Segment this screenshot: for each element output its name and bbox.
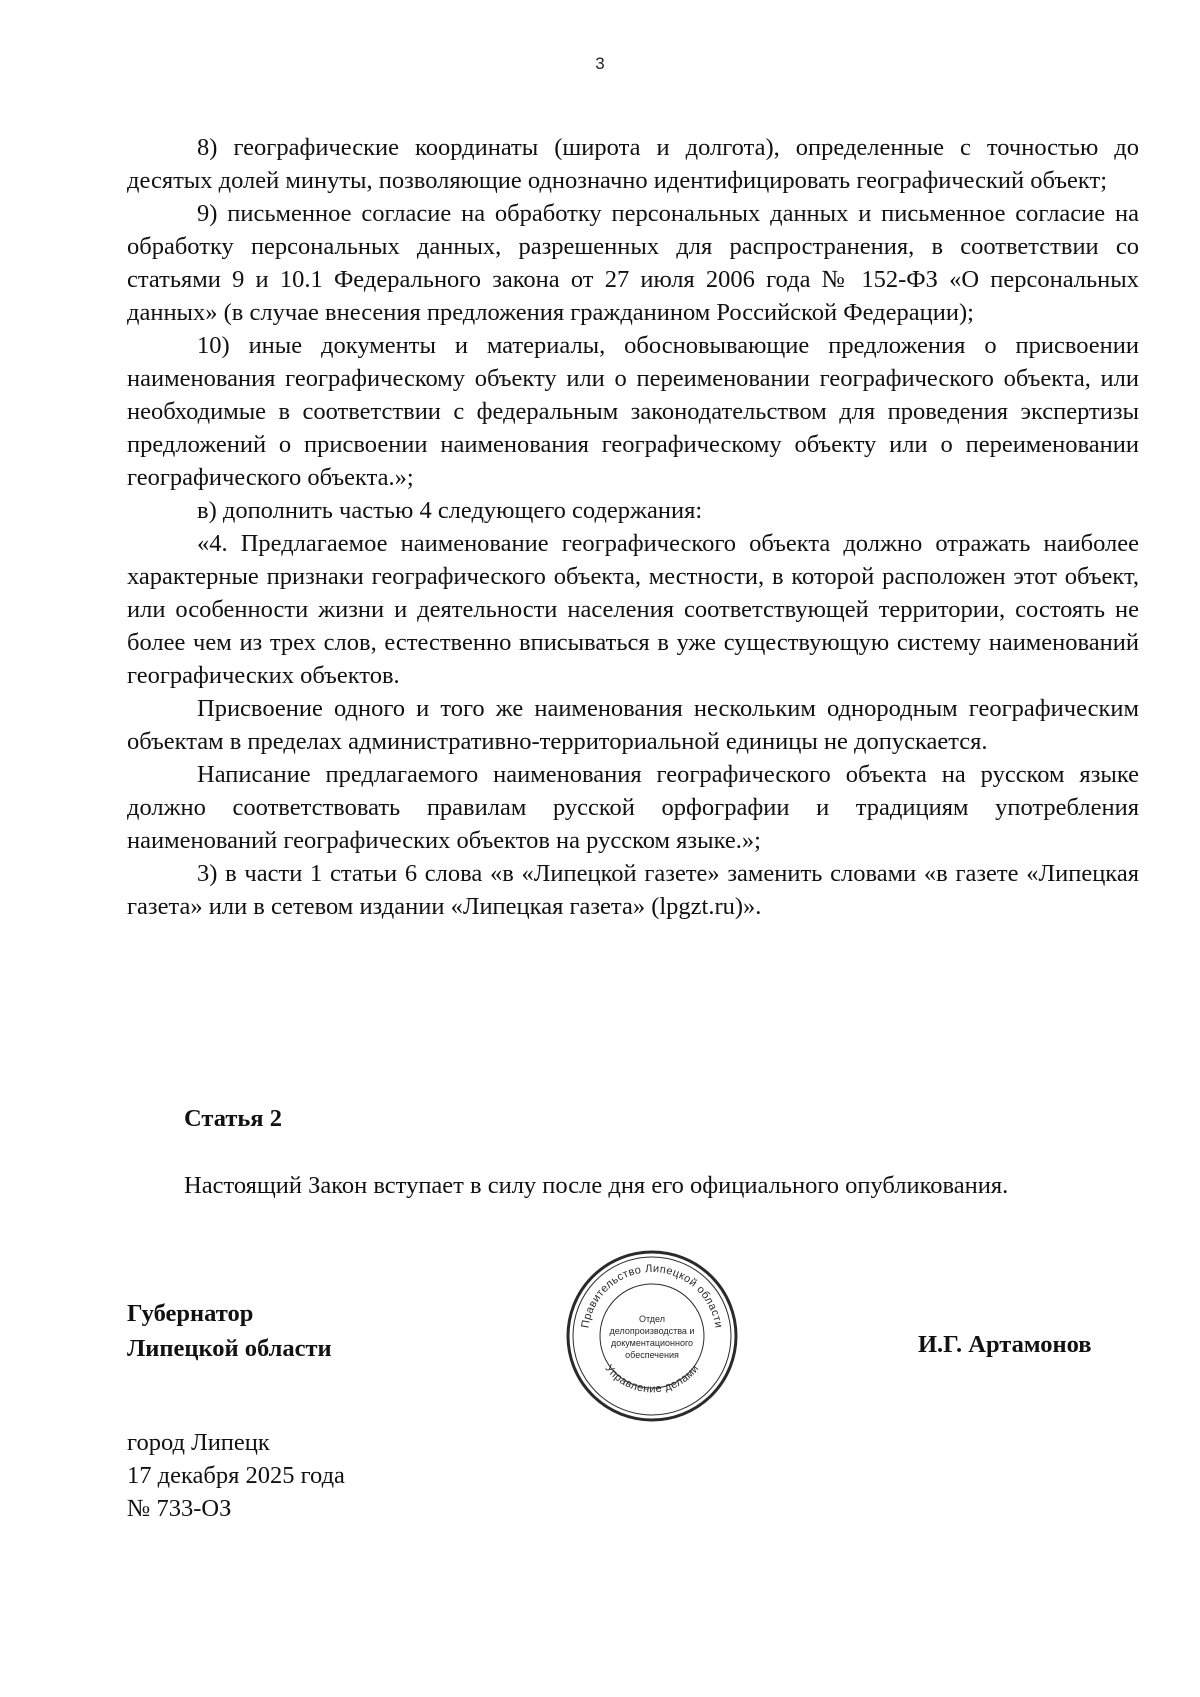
paragraph-item-8: 8) географические координаты (широта и долгота), определенные с точностью до десятых долей минуты, позволяющие однозначно идентифицировать географический объект;: [127, 134, 1139, 194]
signatory-name: И.Г. Артамонов: [918, 1331, 1092, 1358]
stamp-seal-icon: [564, 1248, 740, 1424]
stamp-center-line-4: обеспечения: [625, 1350, 679, 1360]
document-body: [127, 131, 1139, 923]
stamp-center-line-1: Отдел: [638, 1314, 666, 1324]
stamp-outer-text: Правительство Липецкой области: [579, 1262, 725, 1330]
article-text: Настоящий Закон вступает в силу после дня его официального опубликования.: [184, 1172, 1009, 1199]
paragraph-item-3: 3) в части 1 статьи 6 слова «в «Липецкой газете» заменить словами «в газете «Липецкая газета» или в сетевом издании «Липецкая газета» (lpgzt.ru)».: [127, 860, 1139, 920]
article-heading: Статья 2: [184, 1105, 282, 1132]
signature-title: [127, 1296, 332, 1366]
paragraph-item-9: 9) письменное согласие на обработку персональных данных и письменное согласие на обработку персональных данных, разрешенных для распространения, в соответствии со статьями 9 и 10.1 Федерального закона от 27 июля 2006 года № 152-ФЗ «О персональных данных» (в случае внесения предложения гражданином Российской Федерации);: [127, 200, 1139, 326]
page-number: 3: [595, 54, 605, 73]
stamp-center-line-2: делопроизводства и: [609, 1326, 695, 1336]
paragraph-part-4: «4. Предлагаемое наименование географического объекта должно отражать наиболее характерные признаки географического объекта, местности, в которой расположен этот объект, или особенности жизни и деятельности населения соответствующей территории, состоять не более чем из трех слов, естественно вписываться в уже существующую систему наименований географических объектов.: [127, 530, 1139, 689]
paragraph-spelling: Написание предлагаемого наименования географического объекта на русском языке должно соответствовать правилам русской орфографии и традициям употребления наименований географических объектов на русском языке.»;: [127, 761, 1139, 854]
paragraph-amendment-v: в) дополнить частью 4 следующего содержания:: [197, 497, 703, 524]
paragraph-duplicate-names: Присвоение одного и того же наименования нескольким однородным географическим объектам в пределах административно-территориальной единицы не допускается.: [127, 695, 1139, 755]
footer-law-number: № 733-ОЗ: [127, 1495, 232, 1522]
signature-title-line-1: Губернатор: [127, 1300, 254, 1327]
document-footer: [127, 1426, 345, 1525]
footer-date: 17 декабря 2025 года: [127, 1462, 345, 1489]
signature-title-line-2: Липецкой области: [127, 1335, 332, 1362]
footer-city: город Липецк: [127, 1429, 270, 1456]
paragraph-item-10: 10) иные документы и материалы, обосновывающие предложения о присвоении наименования географическому объекту или о переименовании географического объекта, или необходимые в соответствии с федеральным законодательством для проведения экспертизы предложений о присвоении наименования географическому объекту или о переименовании географического объекта.»;: [127, 332, 1139, 491]
official-stamp: [564, 1248, 740, 1424]
stamp-center-line-3: документационного: [610, 1338, 694, 1348]
stamp-bottom-text: Управление делами: [602, 1362, 702, 1396]
